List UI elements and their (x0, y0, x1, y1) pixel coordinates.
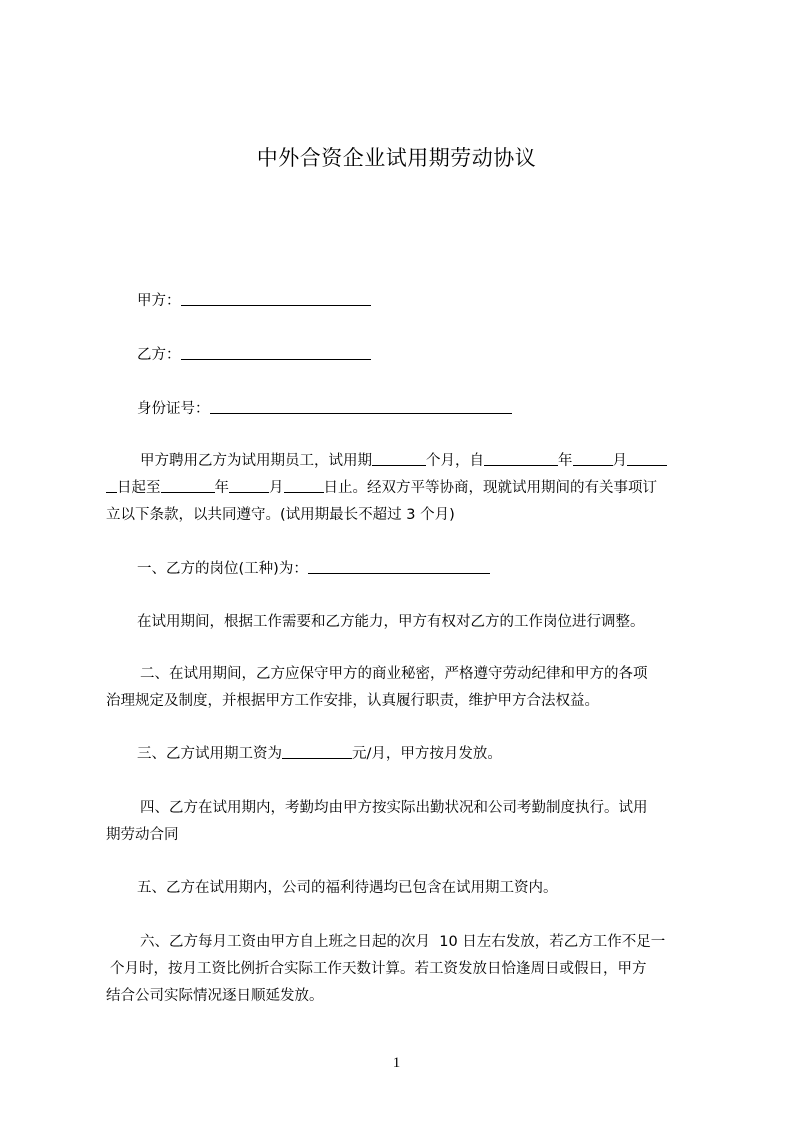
intro-text-3: 年 (558, 453, 573, 469)
intro-line-2 (106, 475, 706, 502)
position-blank[interactable] (308, 559, 490, 574)
party-a-blank[interactable] (181, 291, 371, 306)
clause-2-line-1: 二、在试用期间，乙方应保守甲方的商业秘密，严格遵守劳动纪律和甲方的各项 (140, 666, 648, 682)
party-b-line (137, 342, 737, 369)
clause-5-line: 五、乙方在试用期内，公司的福利待遇均已包含在试用期工资内。 (137, 880, 558, 896)
intro-text-7: 月 (269, 480, 284, 496)
end-day-blank[interactable] (284, 478, 324, 493)
clause-3-text-2: 元/月，甲方按月发放。 (352, 746, 502, 762)
party-b-blank[interactable] (181, 345, 371, 360)
clause-1-label: 一、乙方的岗位(工种)为： (137, 561, 308, 577)
clause-3-text-1: 三、乙方试用期工资为 (137, 746, 282, 762)
party-a-line (137, 288, 737, 315)
end-month-blank[interactable] (229, 478, 269, 493)
clause-1-line (137, 556, 737, 583)
intro-line-1 (140, 448, 740, 475)
clause-6-line-1: 六、乙方每月工资由甲方自上班之日起的次月 10 日左右发放，若乙方工作不足一 (140, 934, 666, 950)
start-year-blank[interactable] (484, 451, 558, 466)
clause-6-line-2: 个月时，按月工资比例折合实际工作天数计算。若工资发放日恰逢周日或假日，甲方 (110, 961, 647, 977)
intro-text-2: 个月，自 (426, 453, 484, 469)
start-day-blank-b[interactable] (106, 478, 117, 493)
start-day-blank-a[interactable] (627, 451, 667, 466)
clause-4-line-1: 四、乙方在试用期内，考勤均由甲方按实际出勤状况和公司考勤制度执行。试用 (140, 800, 648, 816)
id-number-blank[interactable] (210, 399, 512, 414)
clause-4-line-2: 期劳动合同 (106, 827, 179, 843)
salary-blank[interactable] (282, 744, 352, 759)
clause-6-line-3: 结合公司实际情况逐日顺延发放。 (106, 988, 324, 1004)
clause-1-note: 在试用期间，根据工作需要和乙方能力，甲方有权对乙方的工作岗位进行调整。 (137, 614, 645, 630)
intro-line-3: 立以下条款，以共同遵守。(试用期最长不超过 3 个月) (106, 507, 455, 523)
clause-3-line (137, 741, 737, 768)
id-number-label: 身份证号： (137, 401, 210, 417)
intro-text-8: 日止。经双方平等协商，现就试用期间的有关事项订 (323, 480, 657, 496)
trial-months-blank[interactable] (372, 451, 426, 466)
id-number-line (137, 396, 737, 423)
intro-text-1: 甲方聘用乙方为试用期员工，试用期 (140, 453, 372, 469)
start-month-blank[interactable] (573, 451, 613, 466)
party-a-label: 甲方： (137, 293, 181, 309)
page-number: 1 (392, 1055, 401, 1071)
party-b-label: 乙方： (137, 347, 181, 363)
intro-text-6: 年 (214, 480, 229, 496)
end-year-blank[interactable] (161, 478, 215, 493)
intro-text-4: 月 (612, 453, 627, 469)
clause-2-line-2: 治理规定及制度，并根据甲方工作安排，认真履行职责，维护甲方合法权益。 (106, 693, 599, 709)
intro-text-5: 日起至 (117, 480, 161, 496)
document-title: 中外合资企业试用期劳动协议 (256, 146, 537, 170)
